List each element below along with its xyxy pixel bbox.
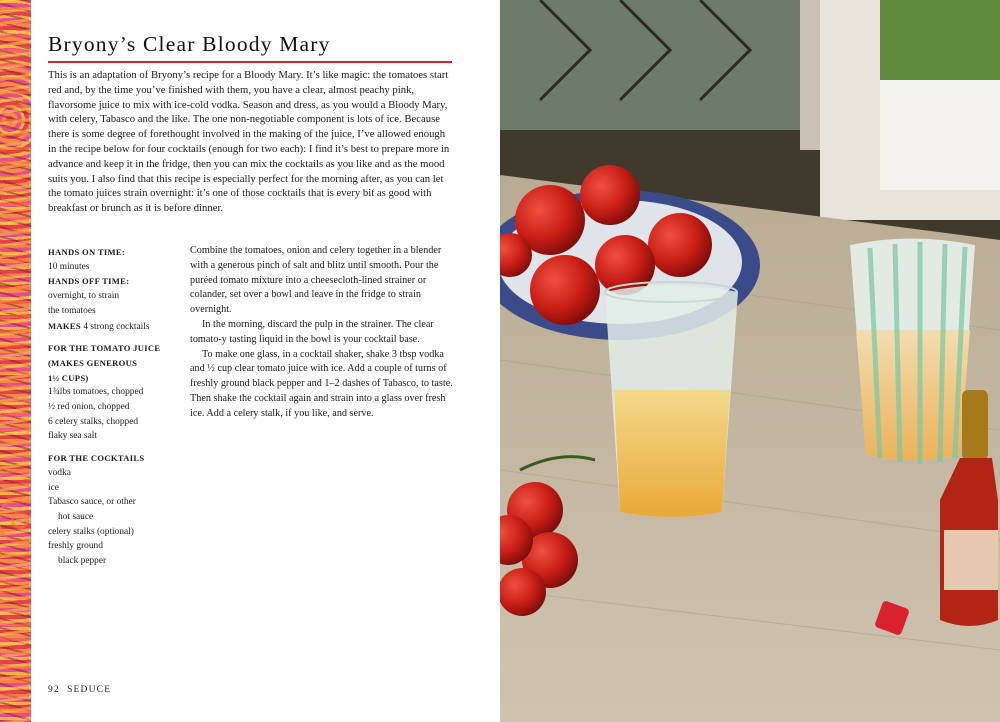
method-step: In the morning, discard the pulp in the strainer. The clear tomato-y tasting liquid in the bowl is your cocktail base. [190, 318, 434, 345]
cocktail-heading: FOR THE COCKTAILS [48, 453, 145, 464]
vine-tomato [500, 568, 546, 616]
ingredient-item: ½ red onion, chopped [48, 402, 130, 413]
section-name: SEDUCE [67, 685, 112, 695]
tomato [580, 165, 640, 225]
window-glass [880, 80, 1000, 190]
method-step: To make one glass, in a cocktail shaker, shake 3 tbsp vodka and ½ cup clear tomato juice with ice. Add a couple of turns of freshly ground black pepper and 1–2 dashes of Tabasco, to taste. Then shake the cocktail again and strain into a glass over fresh ice. Add a celery stalk, if you like, and serve. [190, 348, 453, 419]
hands-off-value: overnight, to strain [48, 291, 120, 302]
ingredient-item: 1¾lbs tomatoes, chopped [48, 387, 144, 398]
hands-off-label: HANDS OFF TIME: [48, 276, 130, 287]
tomato [530, 255, 600, 325]
hands-on-label: HANDS ON TIME: [48, 247, 126, 257]
ingredient-item-cont: hot sauce [58, 511, 94, 522]
method-step: Combine the tomatoes, onion and celery together in a blender with a generous pinch of salt and blitz until smooth. Pour the puréed tomato mixture into a cheesecloth-lined strainer or colander, set over a bowl and leave in the fridge to strain overnight. [190, 245, 442, 316]
juice-heading-yield: 1½ CUPS) [48, 372, 89, 383]
ingredients-column [48, 245, 180, 569]
recipe-page [31, 0, 500, 722]
page-number: 92 [48, 685, 60, 695]
ingredient-item-cont: black pepper [58, 556, 107, 567]
juice-heading: FOR THE TOMATO JUICE [48, 343, 161, 354]
marbled-page-edge [0, 0, 31, 722]
makes-value: 4 strong cocktails [81, 321, 150, 332]
cocktail-juice-left [614, 390, 730, 517]
ingredient-item: 6 celery stalks, chopped [48, 416, 139, 427]
ingredient-item: freshly ground [48, 541, 103, 552]
window-frame [800, 0, 820, 150]
window-pane-left [500, 0, 800, 130]
recipe-intro: This is an adaptation of Bryony’s recipe for a Bloody Mary. It’s like magic: the tomatoes start red and, by the time you’ve finished with them, you have a clear, almost peachy pink, flavorsome juice to mix with ice-cold vodka. Season and dress, as you would a Bloody Mary, with celery, Tabasco and the like. The one non-negotiable component is lots of ice. Because there is some degree of forethought involved in the making of the juice, I’ve allowed enough in the recipe below for four cocktails (enough for two each): I find it’s best to prepare more in advance and keep it in the fridge, then you can mix the cocktails as you like and as the mood suits you. I also find that this recipe is especially perfect for the morning after, as you can let the tomato juices strain overnight: it’s one of those cocktails that is every bit as good with breakfast or brunch as it is before dinner. [48, 69, 450, 215]
makes-line [48, 319, 180, 335]
cocktail-photo [500, 0, 1000, 722]
ingredient-item: celery stalks (optional) [48, 526, 134, 537]
tomato [648, 213, 712, 277]
page-footer [48, 685, 111, 695]
juice-heading-cont: (MAKES GENEROUS [48, 357, 138, 368]
ingredient-item: vodka [48, 467, 71, 478]
method-column [190, 244, 460, 422]
title-rule [48, 61, 452, 63]
hands-on-value: 10 minutes [48, 261, 90, 272]
hands-off-value-cont: the tomatoes [48, 305, 96, 316]
makes-label: MAKES [48, 320, 82, 331]
recipe-title: Bryony’s Clear Bloody Mary [48, 32, 331, 56]
garden-view [880, 0, 1000, 80]
ingredient-item: Tabasco sauce, or other [48, 497, 136, 508]
ingredient-item: flaky sea salt [48, 431, 97, 442]
tabasco-bottle-cap [962, 390, 988, 460]
ingredient-item: ice [48, 482, 59, 493]
